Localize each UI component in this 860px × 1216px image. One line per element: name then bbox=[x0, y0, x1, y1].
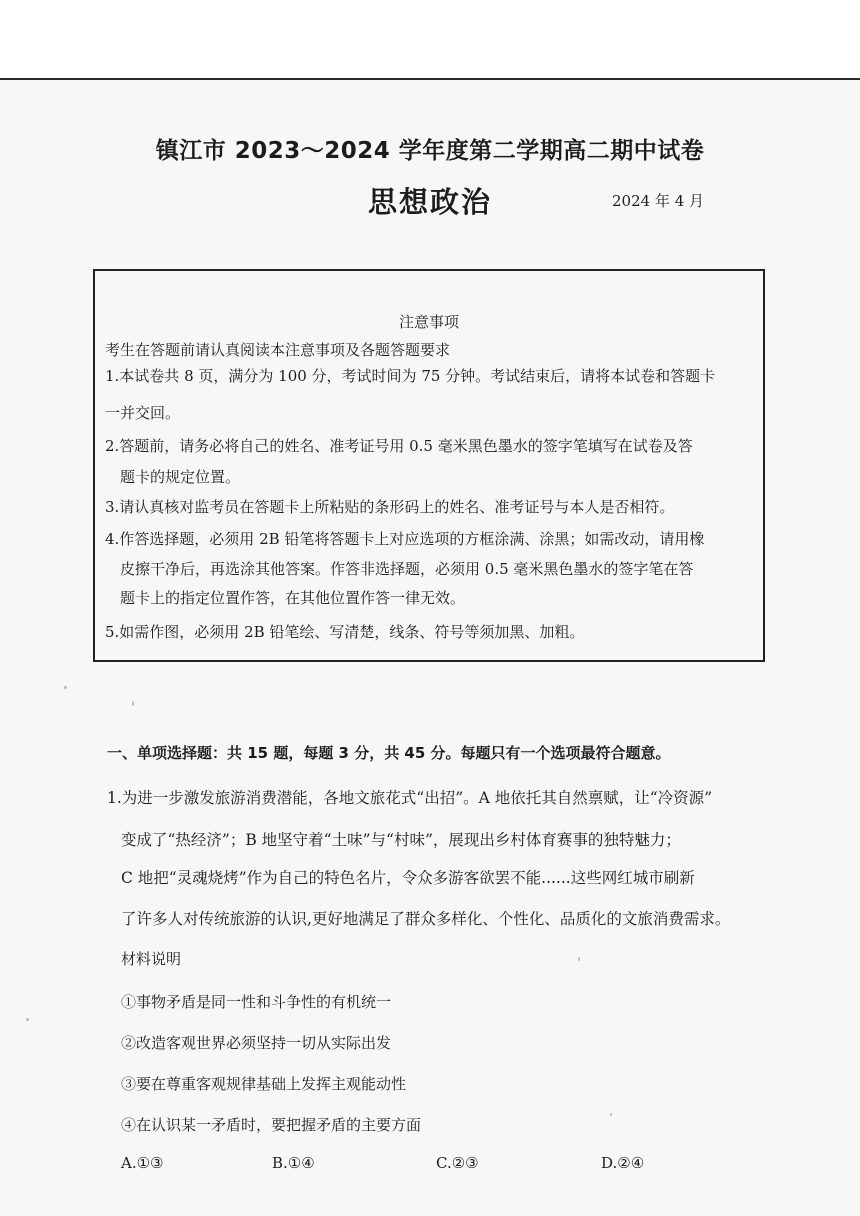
statement-option: ④在认识某一矛盾时，要把握矛盾的主要方面 bbox=[121, 1116, 422, 1134]
question-text: C 地把“灵魂烧烤”作为自己的特色名片，令众多游客欲罢不能......这些网红城市刷新 bbox=[121, 869, 695, 887]
question-text: 变成了“热经济”；B 地坚守着“土味”与“村味”，展现出乡村体育赛事的独特魅力； bbox=[121, 831, 681, 849]
statement-option: ①事物矛盾是同一性和斗争性的有机统一 bbox=[121, 993, 392, 1011]
notice-line: 题卡的规定位置。 bbox=[120, 468, 241, 486]
notice-line: 5.如需作图，必须用 2B 铅笔绘、写清楚，线条、符号等须加黑、加粗。 bbox=[105, 623, 585, 641]
notice-heading: 注意事项 bbox=[398, 313, 459, 331]
notice-line: 皮擦干净后，再选涂其他答案。作答非选择题，必须用 0.5 毫米黑色墨水的签字笔在答 bbox=[120, 560, 694, 578]
exam-page bbox=[0, 80, 860, 1216]
choice-b: B.①④ bbox=[272, 1154, 315, 1172]
notice-line: 考生在答题前请认真阅读本注意事项及各题答题要求 bbox=[105, 341, 451, 359]
choice-c: C.②③ bbox=[436, 1154, 479, 1172]
section-title: 一、单项选择题：共 15 题，每题 3 分，共 45 分。每题只有一个选项最符合题意。 bbox=[107, 744, 671, 762]
notice-box bbox=[93, 269, 765, 662]
choice-d: D.②④ bbox=[601, 1154, 645, 1172]
notice-line: 一并交回。 bbox=[105, 404, 181, 422]
scan-top-margin bbox=[0, 0, 860, 78]
notice-line: 题卡上的指定位置作答，在其他位置作答一律无效。 bbox=[120, 589, 466, 607]
exam-title: 镇江市 2023～2024 学年度第二学期高二期中试卷 bbox=[155, 138, 705, 164]
notice-line: 2.答题前，请务必将自己的姓名、准考证号用 0.5 毫米黑色墨水的签字笔填写在试卷及答 bbox=[105, 437, 693, 455]
exam-date: 2024 年 4 月 bbox=[612, 192, 705, 210]
subject-title: 思想政治 bbox=[367, 185, 492, 219]
statement-option: ③要在尊重客观规律基础上发挥主观能动性 bbox=[121, 1075, 407, 1093]
question-text: 了许多人对传统旅游的认识,更好地满足了群众多样化、个性化、品质化的文旅消费需求。 bbox=[121, 910, 731, 928]
choice-a: A.①③ bbox=[121, 1154, 164, 1172]
notice-line: 3.请认真核对监考员在答题卡上所粘贴的条形码上的姓名、准考证号与本人是否相符。 bbox=[105, 498, 675, 516]
question-text: 1.为进一步激发旅游消费潜能，各地文旅花式“出招”。A 地依托其自然禀赋，让“冷资源” bbox=[107, 789, 713, 807]
notice-line: 1.本试卷共 8 页，满分为 100 分，考试时间为 75 分钟。考试结束后，请将本试卷和答题卡 bbox=[105, 367, 716, 385]
statement-option: ②改造客观世界必须坚持一切从实际出发 bbox=[121, 1034, 392, 1052]
notice-line: 4.作答选择题，必须用 2B 铅笔将答题卡上对应选项的方框涂满、涂黑；如需改动，请用橡 bbox=[105, 530, 705, 548]
material-label: 材料说明 bbox=[121, 950, 182, 968]
